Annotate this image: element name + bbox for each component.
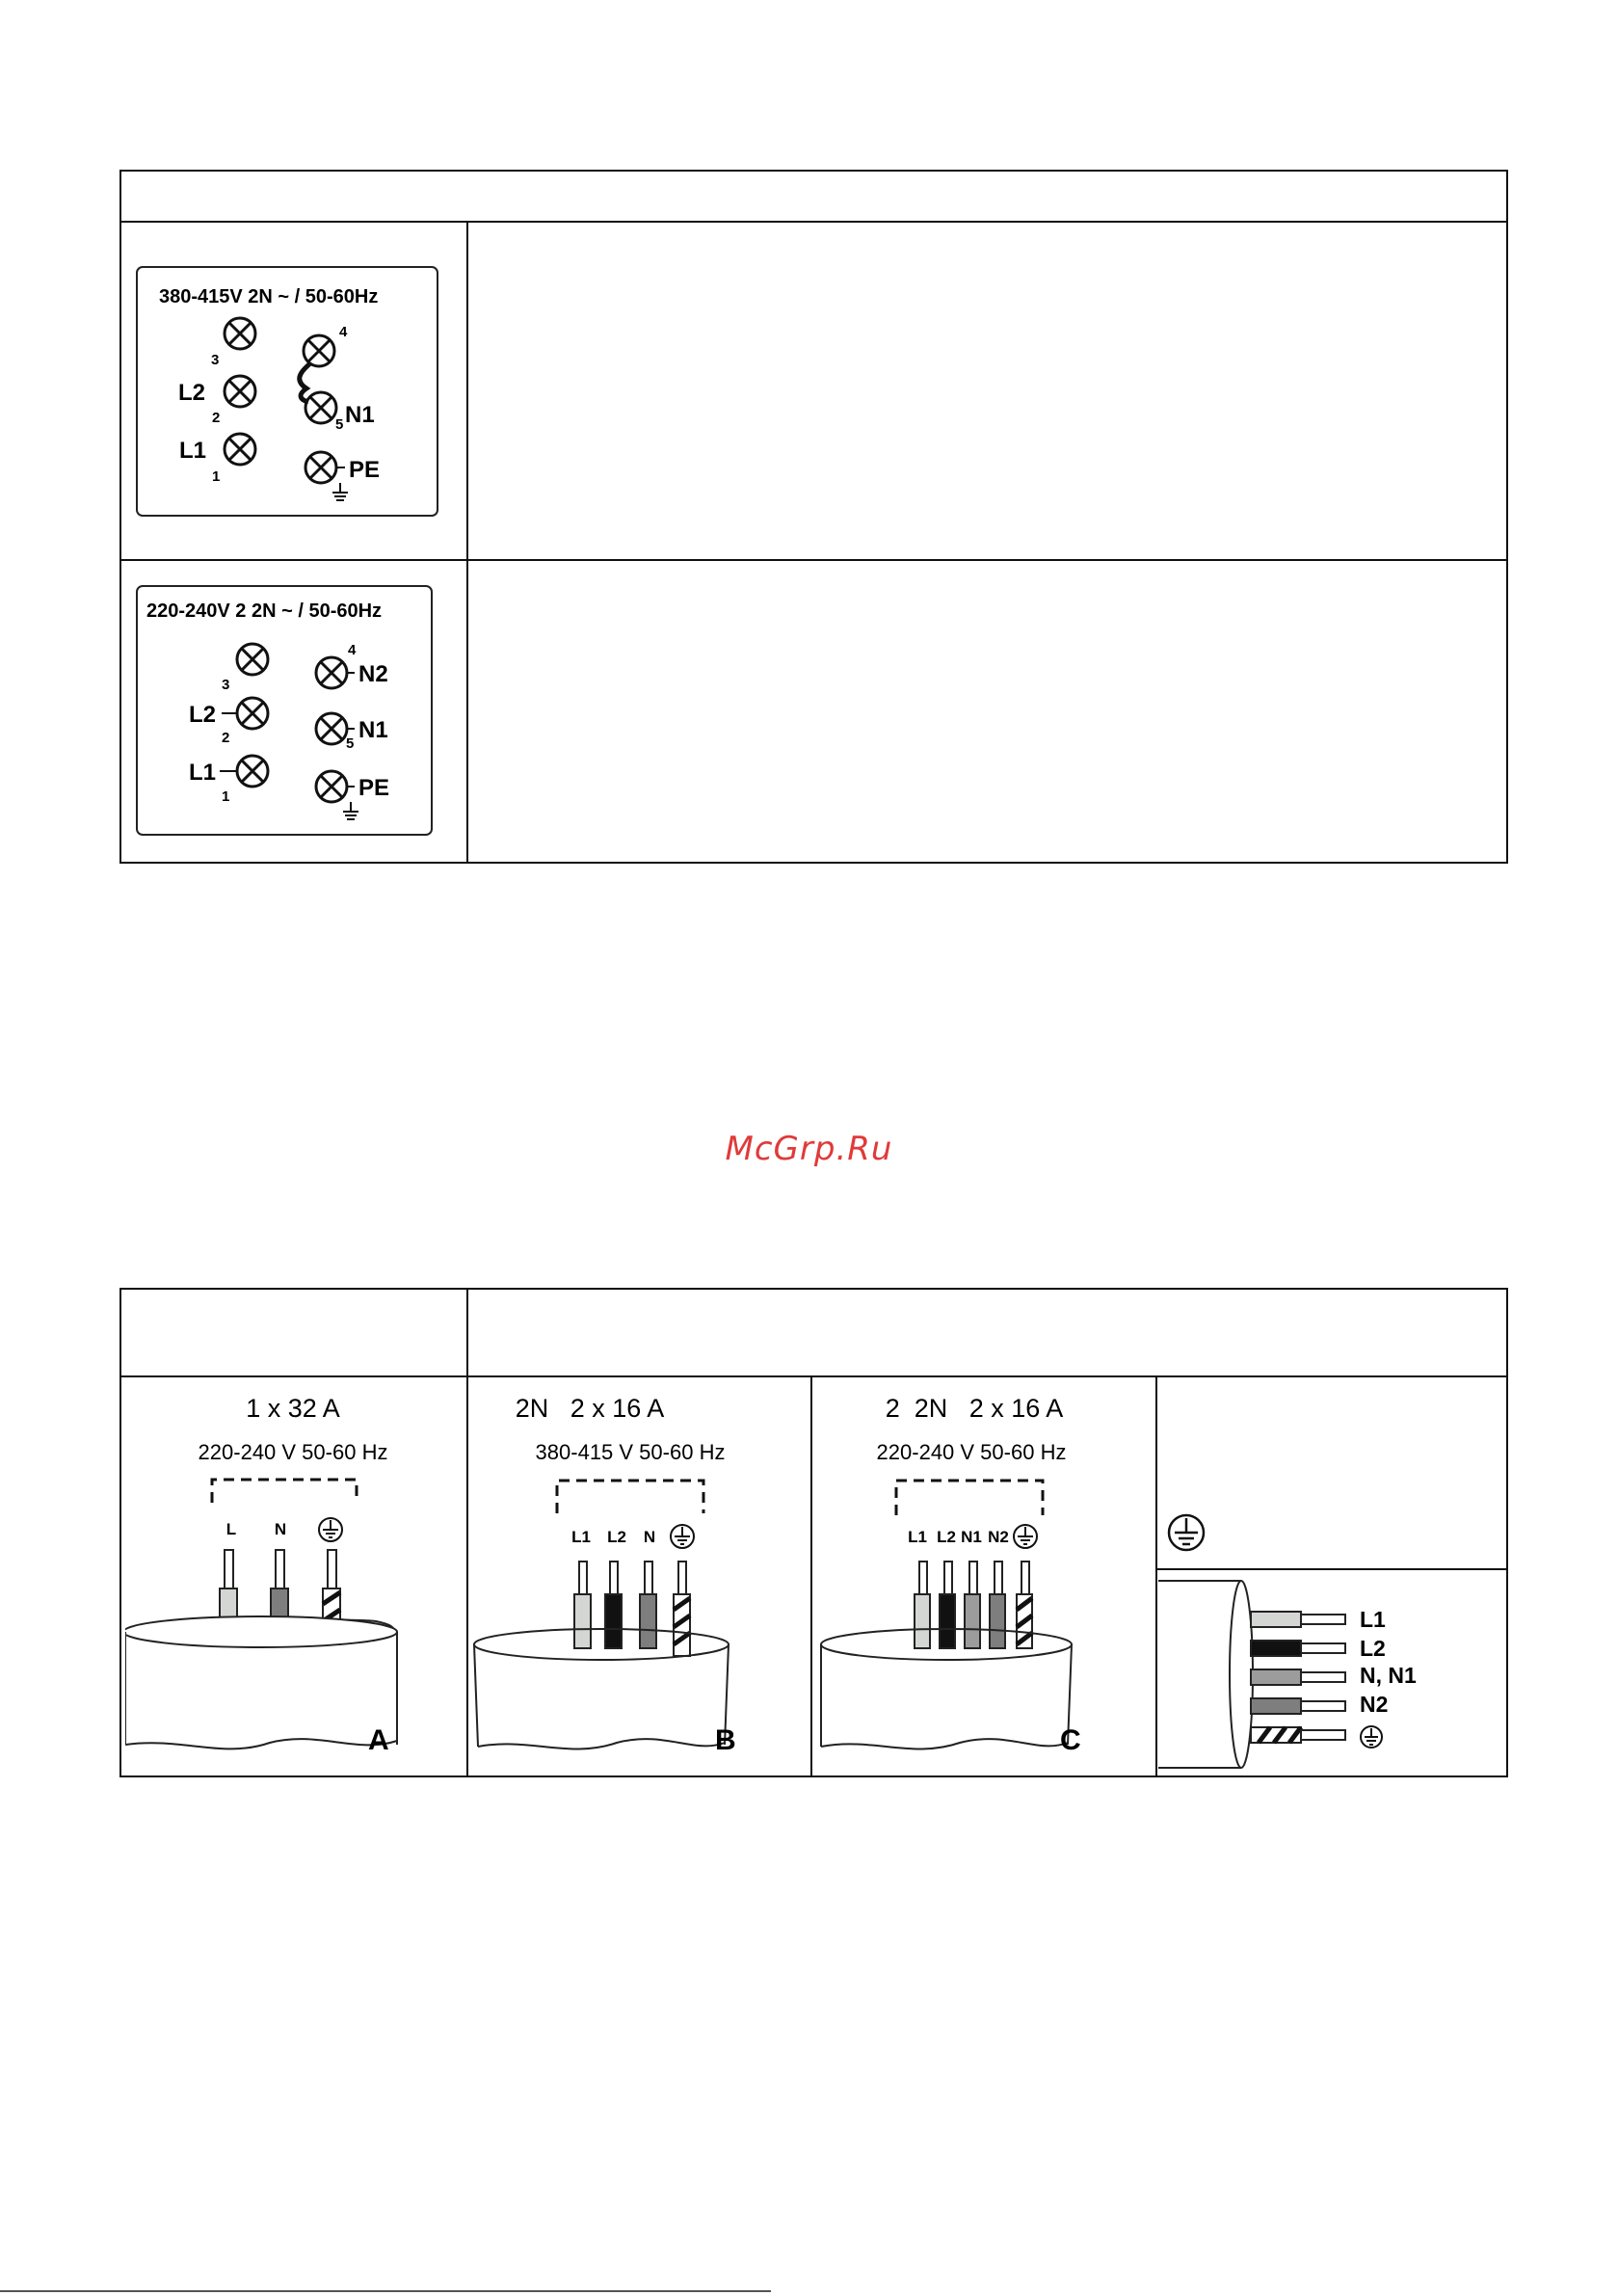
ground-icon	[1361, 1726, 1382, 1748]
cable-panel-A	[125, 1378, 464, 1775]
wire-label-N1: N1	[961, 1528, 982, 1546]
terminal-number-1: 1	[222, 788, 230, 805]
wire-label-L1: L1	[908, 1528, 927, 1546]
top-table-row-divider	[119, 559, 1508, 561]
legend-wire-PE	[1251, 1727, 1345, 1743]
page-footer-rule	[0, 2290, 771, 2292]
legend-wire-N-N1	[1251, 1669, 1345, 1685]
legend-ground-symbol: ⏚	[1161, 1504, 1162, 1505]
terminal-diagram-1-title: 380-415V 2N ~ / 50-60Hz	[159, 286, 379, 307]
legend-wire-L1	[1251, 1612, 1345, 1627]
wire-N	[640, 1562, 656, 1648]
bottom-table-col3-divider	[1155, 1375, 1157, 1777]
cable-panel-C	[815, 1378, 1153, 1775]
panel-letter-C: C	[1060, 1724, 1081, 1756]
legend-label-L1: L1	[1360, 1607, 1386, 1632]
cable-rating-A: 1 x 32 A	[246, 1394, 340, 1423]
panel-letter-A: A	[368, 1724, 389, 1756]
ground-icon	[1014, 1525, 1037, 1548]
terminal-4-icon	[316, 657, 347, 688]
cable-panel-B	[472, 1378, 809, 1775]
legend-label-N-N1: N, N1	[1360, 1663, 1417, 1688]
ground-icon	[319, 1518, 342, 1541]
earth-icon	[332, 483, 348, 500]
wire-label-L2: L2	[607, 1528, 626, 1546]
terminal-number-2: 2	[222, 730, 230, 746]
bracket-B	[557, 1481, 703, 1513]
cable-rating-C: 2 2N 2 x 16 A	[885, 1394, 1064, 1423]
legend-label-N2: N2	[1360, 1692, 1389, 1717]
legend-wires	[1158, 1571, 1505, 1775]
terminal-3-icon	[237, 644, 268, 675]
terminal-PE-icon	[316, 771, 347, 802]
cable-voltage-A: 220-240 V 50-60 Hz	[198, 1440, 388, 1464]
terminal-diagram-2-title: 220-240V 2 2N ~ / 50-60Hz	[146, 601, 383, 622]
bottom-table-legend-divider	[1155, 1568, 1508, 1570]
legend-ground-cell	[1161, 1504, 1219, 1562]
terminal-1-icon	[225, 434, 255, 465]
legend-label-L2: L2	[1360, 1636, 1386, 1661]
bracket-C	[896, 1481, 1043, 1515]
wire-L2	[940, 1562, 955, 1648]
wire-L1	[915, 1562, 930, 1648]
terminal-number-2: 2	[212, 410, 221, 426]
terminal-3-icon	[225, 318, 255, 349]
terminal-number-3: 3	[211, 352, 220, 368]
wire-label-L2: L2	[937, 1528, 956, 1546]
wire-N2	[990, 1562, 1005, 1648]
terminal-1-icon	[237, 756, 268, 787]
terminal-label-L2: L2	[189, 702, 217, 728]
legend-label-PE: ⏚	[1158, 1571, 1159, 1572]
terminal-number-5: 5	[335, 416, 344, 433]
terminal-PE-icon	[305, 452, 336, 483]
wire-PE	[674, 1562, 690, 1656]
terminal-number-4: 4	[339, 324, 348, 340]
terminal-label-N1: N1	[358, 717, 388, 743]
wire-PE	[1017, 1562, 1032, 1648]
legend-wire-L2	[1251, 1641, 1345, 1656]
terminal-number-1: 1	[212, 468, 221, 485]
wire-label-L1: L1	[571, 1528, 591, 1546]
cable-body-A	[125, 1616, 397, 1749]
terminal-diagram-2	[135, 584, 434, 837]
terminal-diagram-1	[135, 265, 439, 518]
legend-wire-N2	[1251, 1698, 1345, 1714]
terminal-4-icon	[304, 335, 334, 366]
wire-N1	[965, 1562, 980, 1648]
terminal-number-3: 3	[222, 677, 230, 693]
legend-cable-end	[1158, 1581, 1253, 1768]
cable-rating-B: 2N 2 x 16 A	[515, 1394, 665, 1423]
cable-voltage-B: 380-415 V 50-60 Hz	[535, 1440, 726, 1464]
earth-icon	[343, 802, 358, 819]
terminal-2-icon	[237, 698, 268, 729]
top-table-header-line	[119, 221, 1508, 223]
bottom-table-col2-divider	[810, 1375, 812, 1777]
terminal-2-icon	[225, 376, 255, 407]
terminal-label-L1: L1	[189, 760, 217, 786]
cable-voltage-C: 220-240 V 50-60 Hz	[876, 1440, 1067, 1464]
terminal-number-5: 5	[346, 735, 355, 752]
top-table-column-divider	[466, 221, 468, 864]
terminal-label-L1: L1	[179, 438, 207, 464]
terminal-label-L2: L2	[178, 380, 206, 406]
wire-label-N: N	[643, 1528, 656, 1546]
terminal-number-4: 4	[348, 642, 357, 658]
wire-label-N2: N2	[988, 1528, 1009, 1546]
terminal-5-icon	[316, 713, 347, 744]
ground-icon	[1169, 1515, 1204, 1550]
wire-L1	[574, 1562, 591, 1648]
watermark: McGrp.Ru	[725, 1130, 893, 1168]
wire-label-L: L	[225, 1520, 237, 1538]
panel-letter-B: B	[715, 1724, 736, 1756]
wire-label-N: N	[274, 1520, 287, 1538]
terminal-label-N2: N2	[358, 661, 388, 687]
wire-L2	[605, 1562, 622, 1648]
terminal-label-PE: PE	[349, 457, 381, 483]
terminal-5-icon	[305, 392, 336, 423]
bottom-table-col1-divider	[466, 1288, 468, 1777]
bracket-A	[212, 1480, 357, 1503]
ground-icon	[671, 1525, 694, 1548]
terminal-label-N1: N1	[345, 402, 375, 428]
terminal-label-PE: PE	[358, 775, 390, 801]
bottom-table-header-line	[119, 1375, 1508, 1377]
